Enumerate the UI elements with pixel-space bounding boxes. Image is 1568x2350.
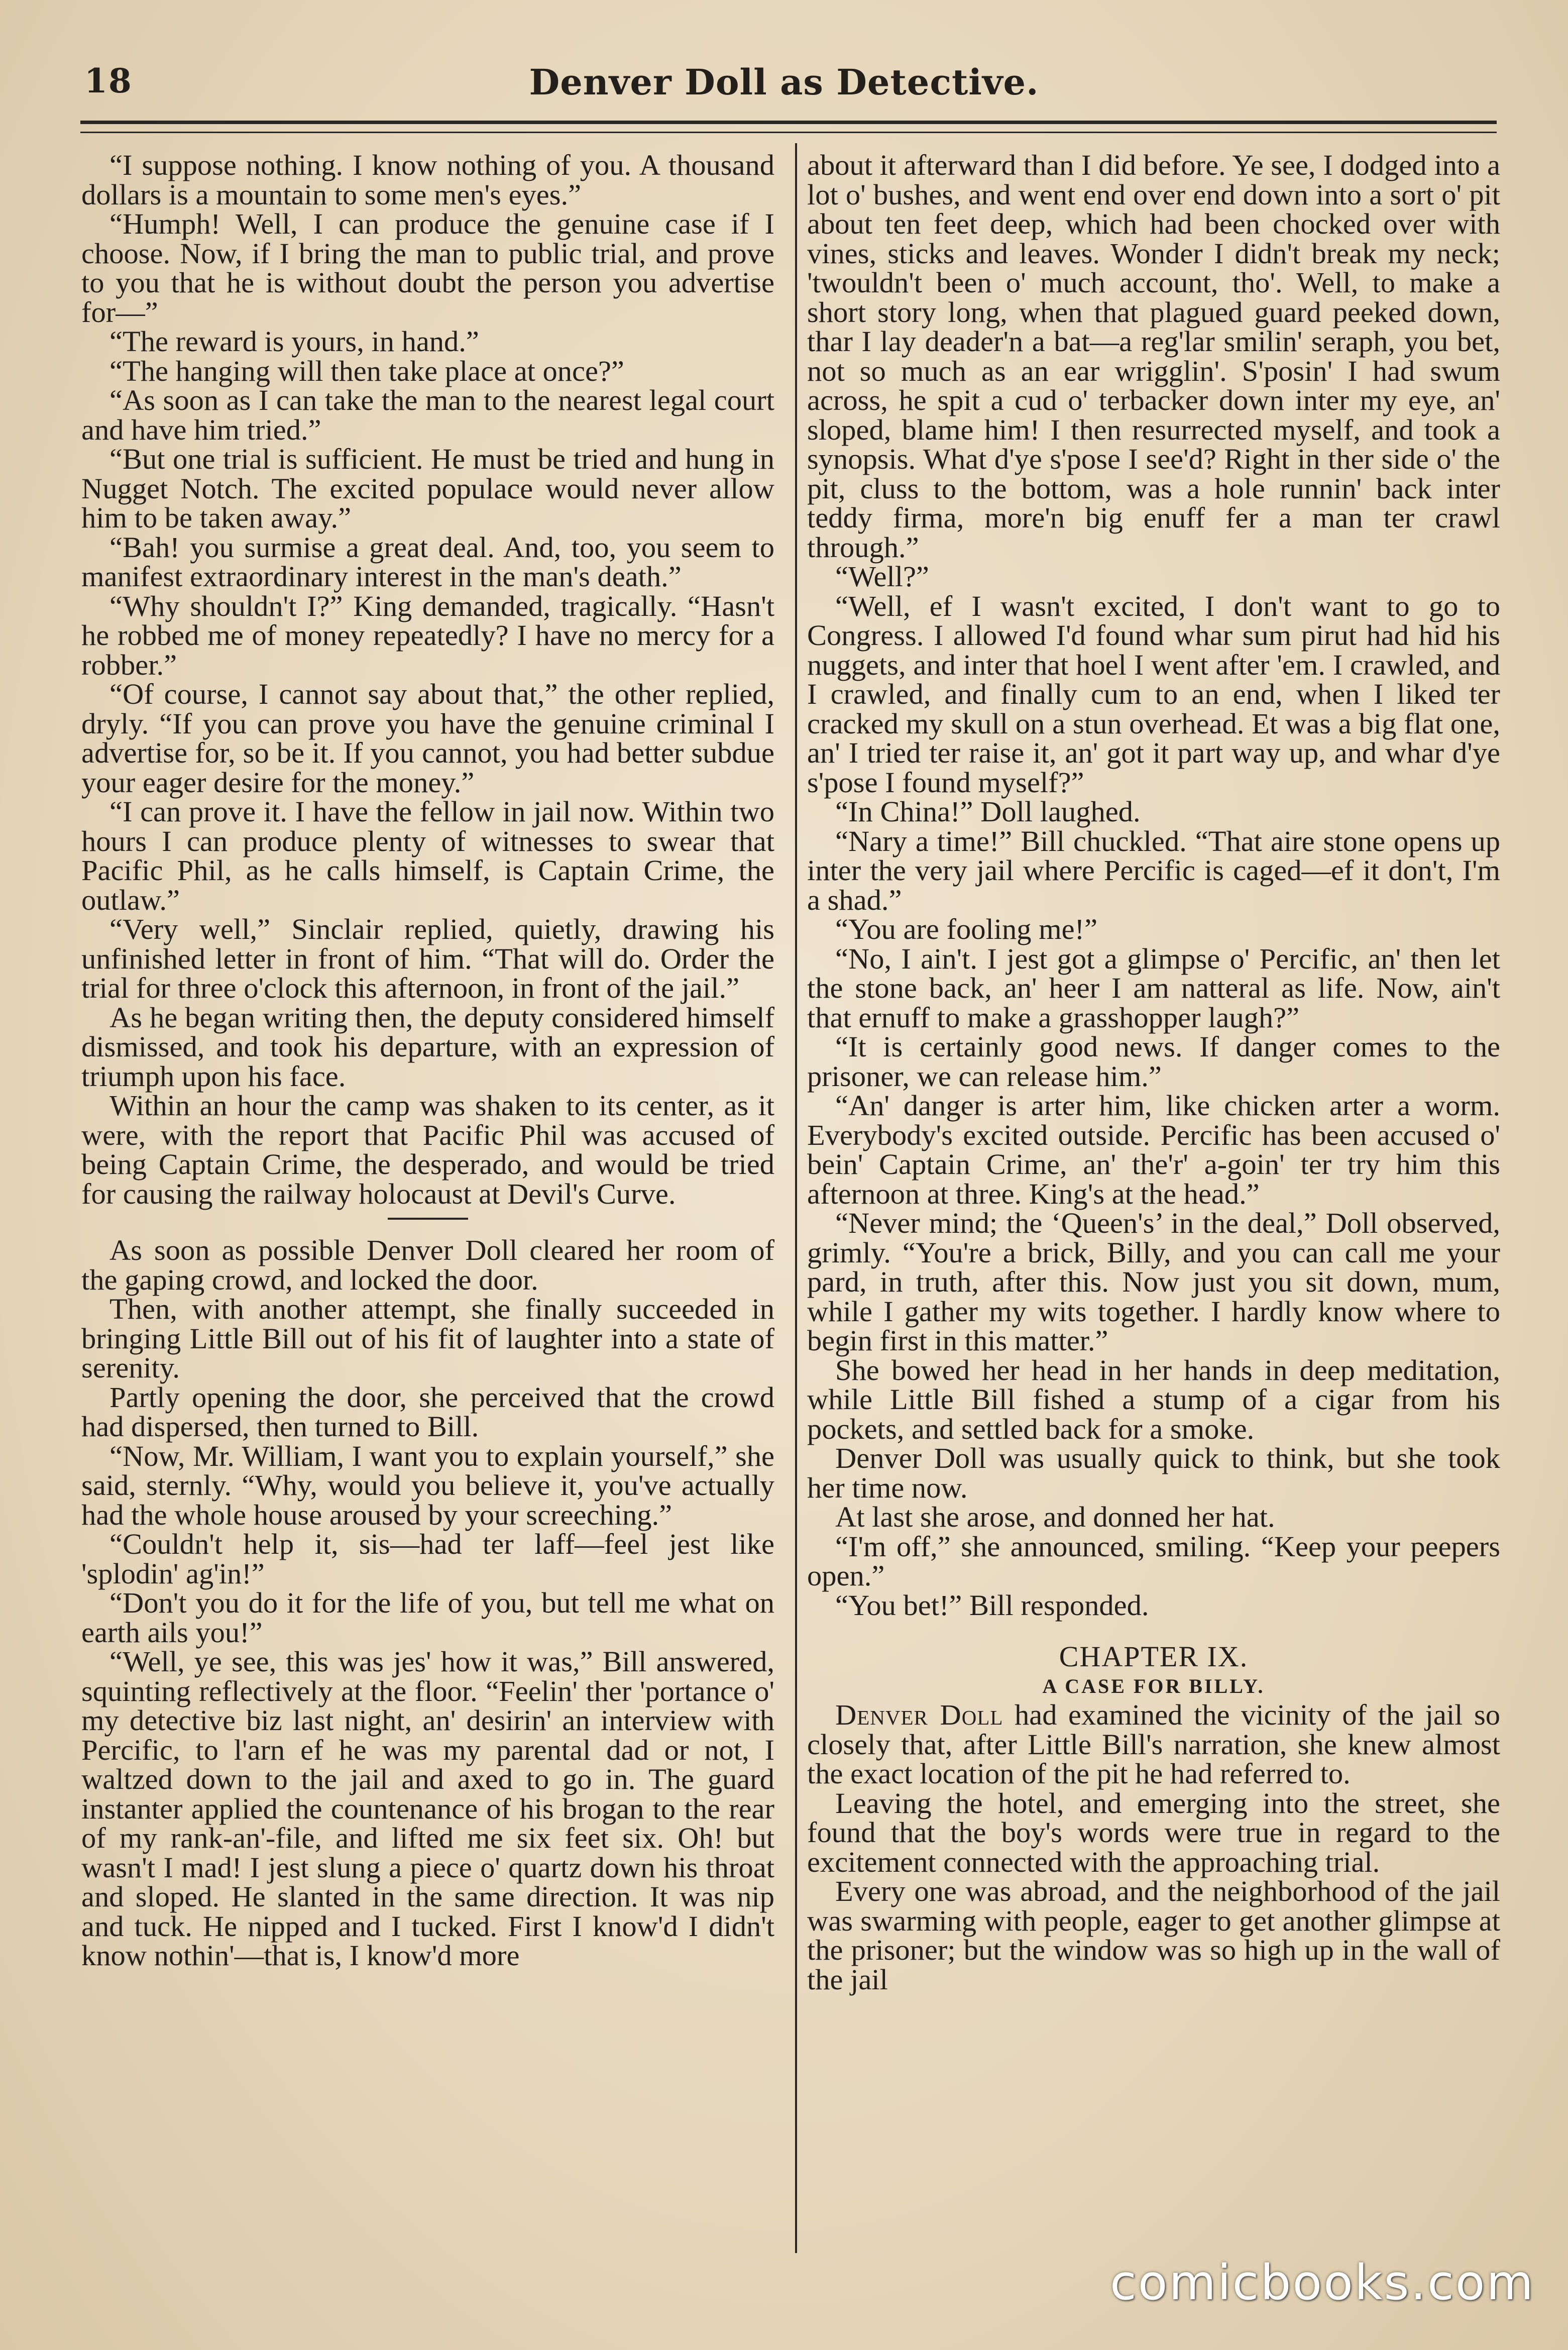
paragraph: “Never mind; the ‘Queen's’ in the deal,” Doll observed, grimly. “You're a brick, Billy, and you can call me your pard, in truth, after this. Now just you sit down, mum, while I gather my wits together. I hardly know where to begin first in this matter.” bbox=[807, 1207, 1500, 1357]
paragraph: She bowed her head in her hands in deep meditation, while Little Bill fished a stump of a cigar from his pockets, and settled back for a smoke. bbox=[807, 1353, 1500, 1445]
chapter-heading: CHAPTER IX. bbox=[1059, 1640, 1249, 1673]
paragraph: “You bet!” Bill responded. bbox=[835, 1588, 1149, 1622]
paragraph: As he began writing then, the deputy considered himself dismissed, and took his departure, with an expression of triumph upon his face. bbox=[81, 1001, 774, 1093]
paragraph: “I'm off,” she announced, smiling. “Keep your peepers open.” bbox=[807, 1530, 1500, 1592]
paragraph: about it afterward than I did before. Ye see, I dodged into a lot o' bushes, and went end over end down into a sort o' pit about ten feet deep, which had been chocked over with vines, sticks and leaves. Wonder I didn't break my neck; 'twouldn't been o' much account, tho'. Well, to make a short story long, when that plagued guard peeked down, thar I lay deader'n a bat—a reg'lar smilin' seraph, you bet, not so much as an ear wrigglin'. S'posin' I had swum across, he spit a cud o' terbacker down inter my eye, an' sloped, blame him! I then resurrected myself, and took a synopsis. What d'ye s'pose I see'd? Right in ther side o' the pit, cluss to the bottom, was a hole runnin' back inter teddy firma, more'n big enuff fer a man ter crawl through.” bbox=[807, 149, 1500, 564]
chapter-first-paragraph-text: had examined the vicinity of the jail so closely that, after Little Bill's narration, she knew almost the exact location of the pit he had referred to. bbox=[807, 1698, 1500, 1790]
paragraph: “No, I ain't. I jest got a glimpse o' Percific, an' then let the stone back, an' heer I am natteral as life. Now, ain't that ernuff to make a grasshopper laugh?” bbox=[807, 942, 1500, 1034]
paragraph: “Well, ef I wasn't excited, I don't want to go to Congress. I allowed I'd found whar sum pirut had hid his nuggets, and inter that hoel I went after 'em. I crawled, and I crawled, and finally cum to an end, when I liked ter cracked my skull on a stun overhead. Et was a big flat one, an' I tried ter raise it, an' got it part way up, and whar d'ye s'pose I found myself?” bbox=[807, 589, 1500, 799]
paragraph: “Humph! Well, I can produce the genuine case if I choose. Now, if I bring the man to public trial, and prove to you that he is without doubt the person you advertise for—” bbox=[81, 207, 774, 329]
paragraph: At last she arose, and donned her hat. bbox=[835, 1501, 1275, 1533]
section-break-rule bbox=[388, 1218, 468, 1220]
paragraph: “Well, ye see, this was jes' how it was,” Bill answered, squinting reflectively at the floor. “Feelin' ther 'portance o' my detective biz last night, an' desirin' an interview with Percific, to l'arn ef he was my parental dad or not, I waltzed down to the jail and axed to go in. The guard instanter applied the countenance of his brogan to the rear of my rank-an'-file, and lifted me six feet six. Oh! but wasn't I mad! I jest slung a piece o' quartz down his throat and sloped. He slanted in the same direction. It was nip and tuck. He nipped and I tucked. First I know'd I didn't know nothin'—that is, I know'd more bbox=[81, 1645, 774, 1972]
watermark: comicbooks.com bbox=[1109, 2255, 1535, 2311]
paragraph: “But one trial is sufficient. He must be tried and hung in Nugget Notch. The excited populace would never allow him to be taken away.” bbox=[81, 443, 774, 534]
paragraph: “Don't you do it for the life of you, but tell me what on earth ails you!” bbox=[81, 1586, 774, 1649]
paragraph: “Why shouldn't I?” King demanded, tragically. “Hasn't he robbed me of money repeatedly? I have no mercy for a robber.” bbox=[81, 589, 774, 681]
chapter-subheading: A CASE FOR BILLY. bbox=[1042, 1675, 1265, 1697]
paragraph: “I can prove it. I have the fellow in jail now. Within two hours I can produce plenty of witnesses to swear that Pacific Phil, as he calls himself, is Captain Crime, the outlaw.” bbox=[81, 795, 774, 916]
paragraph: As soon as possible Denver Doll cleared her room of the gaping crowd, and locked the door. bbox=[81, 1234, 774, 1296]
paragraph: “The reward is yours, in hand.” bbox=[109, 325, 479, 358]
running-title: Denver Doll as Detective. bbox=[529, 61, 1039, 103]
paragraph: “Very well,” Sinclair replied, quietly, drawing his unfinished letter in front of him. “That will do. Order the trial for three o'clock this afternoon, in front of the jail.” bbox=[81, 913, 774, 1004]
paragraph: “As soon as I can take the man to the nearest legal court and have him tried.” bbox=[81, 384, 774, 446]
paragraph: “It is certainly good news. If danger comes to the prisoner, we can release him.” bbox=[807, 1030, 1500, 1093]
paragraph: “An' danger is arter him, like chicken arter a worm. Everybody's excited outside. Percific has been accused o' bein' Captain Crime, an' the'r' a-goin' ter try him this afternoon at three. King's at the head.” bbox=[807, 1089, 1500, 1210]
header-rule-thick bbox=[80, 121, 1497, 124]
paragraph: Leaving the hotel, and emerging into the street, she found that the boy's words were true in regard to the excitement connected with the approaching trial. bbox=[807, 1786, 1500, 1878]
paragraph: “The hanging will then take place at once?” bbox=[109, 354, 624, 387]
paragraph: “Now, Mr. William, I want you to explain yourself,” she said, sternly. “Why, would you believe it, you've actually had the whole house aroused by your screeching.” bbox=[81, 1439, 774, 1531]
paragraph: “You are fooling me!” bbox=[835, 913, 1098, 945]
paragraph: “Nary a time!” Bill chuckled. “That aire stone opens up inter the very jail where Percific is caged—ef it don't, I'm a shad.” bbox=[807, 824, 1500, 916]
paragraph: “Of course, I cannot say about that,” the other replied, dryly. “If you can prove you have the genuine criminal I advertise for, so be it. If you cannot, you had better subdue your eager desire for the money.” bbox=[81, 678, 774, 799]
paragraph: Denver Doll was usually quick to think, but she took her time now. bbox=[807, 1442, 1500, 1504]
left-column bbox=[81, 151, 774, 1971]
paragraph: “I suppose nothing. I know nothing of you. A thousand dollars is a mountain to some men's eyes.” bbox=[81, 149, 774, 211]
paragraph: “Well?” bbox=[835, 560, 929, 593]
paragraph: Partly opening the door, she perceived that the crowd had dispersed, then turned to Bill. bbox=[81, 1380, 774, 1443]
paragraph: Then, with another attempt, she finally succeeded in bringing Little Bill out of his fit of laughter into a state of serenity. bbox=[81, 1293, 774, 1384]
paragraph: “Bah! you surmise a great deal. And, too, you seem to manifest extraordinary interest in the man's death.” bbox=[81, 530, 774, 593]
paragraph: Every one was abroad, and the neighborhood of the jail was swarming with people, eager to get another glimpse at the prisoner; but the window was so high up in the wall of the jail bbox=[807, 1875, 1500, 1996]
chapter-first-paragraph bbox=[807, 1700, 1500, 1789]
chapter-opening-words: Denver Doll bbox=[835, 1698, 1003, 1731]
header-rule-thin bbox=[80, 132, 1497, 133]
page-number: 18 bbox=[84, 61, 133, 100]
column-divider bbox=[795, 143, 797, 2253]
paragraph: Within an hour the camp was shaken to its center, as it were, with the report that Pacific Phil was accused of being Captain Crime, the desperado, and would be tried for causing the railway holocaust at Devil's Curve. bbox=[81, 1089, 774, 1210]
right-column bbox=[807, 151, 1500, 1994]
paragraph: “Couldn't help it, sis—had ter laff—feel jest like 'splodin' ag'in!” bbox=[81, 1528, 774, 1590]
paragraph: “In China!” Doll laughed. bbox=[835, 795, 1141, 828]
